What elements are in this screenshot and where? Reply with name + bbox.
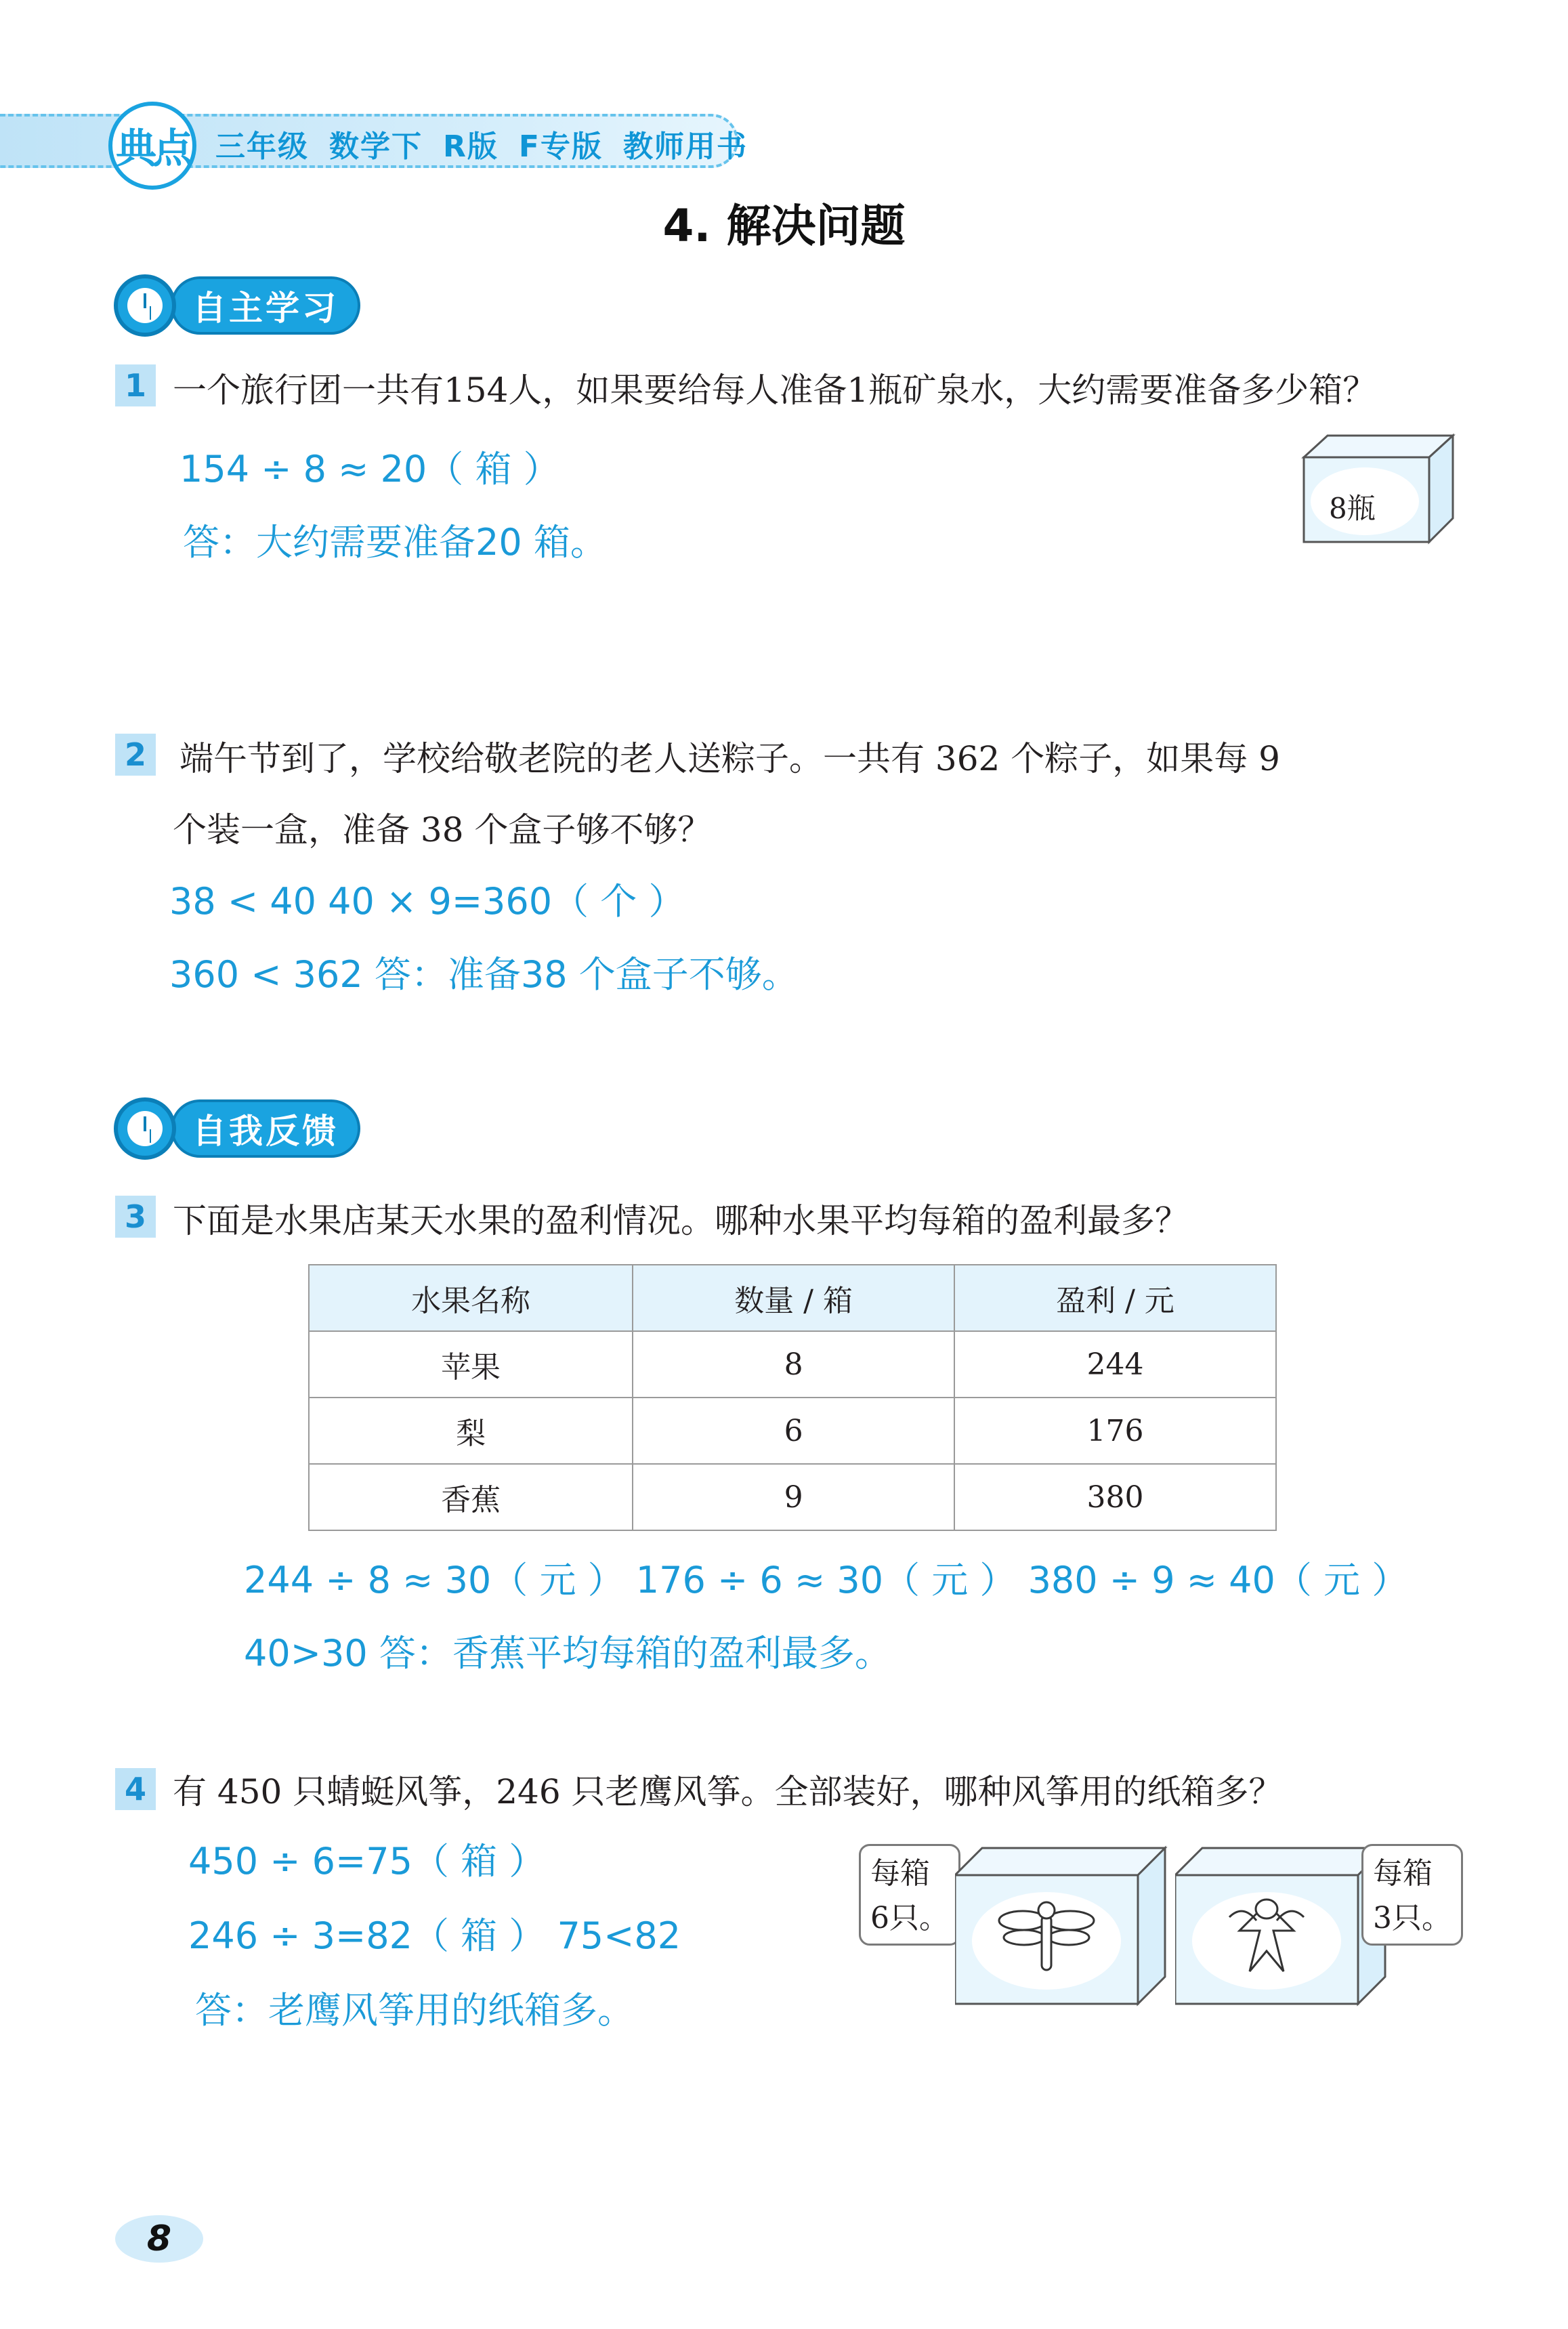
table-cell: 8 xyxy=(633,1331,954,1398)
question-number-3: 3 xyxy=(115,1196,156,1238)
table-cell: 苹果 xyxy=(309,1331,633,1398)
question-3-text: 下面是水果店某天水果的盈利情况。哪种水果平均每箱的盈利最多？ xyxy=(173,1201,1189,1240)
section-self-feedback-label: 自我反馈 xyxy=(171,1099,360,1158)
subject-label: 数学下 xyxy=(329,129,423,164)
page-number: 8 xyxy=(115,2215,203,2263)
page-title: 4. 解决问题 xyxy=(662,200,906,252)
question-number-2: 2 xyxy=(115,734,156,776)
dragonfly-kite-box xyxy=(955,1836,1172,2012)
brand-logo-text: 典点 xyxy=(116,125,189,173)
table-header-cell: 数量 / 箱 xyxy=(633,1265,954,1331)
special-edition-label: F专版 xyxy=(518,129,603,164)
eagle-kite-box xyxy=(1175,1836,1392,2012)
speech-bubble-right xyxy=(1361,1844,1463,1946)
answer-4-conclusion: 答：老鹰风筝用的纸箱多。 xyxy=(195,1989,634,2032)
section-self-feedback xyxy=(114,1097,360,1160)
bubble-left-line-2: 6只。 xyxy=(870,1901,949,1935)
brand-logo xyxy=(108,102,196,190)
answer-1-conclusion: 答：大约需要准备20 箱。 xyxy=(183,521,607,564)
table-header-cell: 盈利 / 元 xyxy=(954,1265,1276,1331)
alarm-clock-icon xyxy=(114,1097,176,1160)
alarm-clock-icon xyxy=(114,274,176,337)
book-info xyxy=(215,122,768,165)
question-number-4: 4 xyxy=(115,1768,156,1810)
question-2-text-line-1: 端午节到了，学校给敬老院的老人送粽子。一共有 362 个粽子，如果每 9 xyxy=(179,739,1280,778)
answer-3-conclusion: 40>30 答：香蕉平均每箱的盈利最多。 xyxy=(244,1632,891,1675)
question-1-text: 一个旅行团一共有154人，如果要给每人准备1瓶矿泉水，大约需要准备多少箱？ xyxy=(173,371,1377,410)
answer-4-calc-eagle: 246 ÷ 3=82（ 箱 ） 75<82 xyxy=(188,1914,681,1957)
water-box-illustration xyxy=(1297,430,1460,552)
edition-label: R版 xyxy=(443,129,499,164)
table-cell: 380 xyxy=(954,1464,1276,1530)
table-header-row xyxy=(309,1265,1276,1331)
table-cell: 176 xyxy=(954,1398,1276,1464)
table-row xyxy=(309,1464,1276,1530)
table-cell: 梨 xyxy=(309,1398,633,1464)
bubble-right-line-1: 每箱 xyxy=(1373,1856,1433,1891)
fruit-profit-table xyxy=(308,1264,1277,1531)
bubble-left-line-1: 每箱 xyxy=(870,1856,930,1891)
grade-label: 三年级 xyxy=(215,129,309,164)
table-header-cell: 水果名称 xyxy=(309,1265,633,1331)
speech-bubble-left xyxy=(859,1844,960,1946)
table-row xyxy=(309,1398,1276,1464)
table-row xyxy=(309,1331,1276,1398)
answer-4-calc-dragonfly: 450 ÷ 6=75（ 箱 ） xyxy=(188,1840,546,1883)
answer-1-calc: 154 ÷ 8 ≈ 20（ 箱 ） xyxy=(179,448,560,490)
table-cell: 6 xyxy=(633,1398,954,1464)
question-number-1: 1 xyxy=(115,364,156,406)
answer-2-calc: 38 < 40 40 × 9=360（ 个 ） xyxy=(169,880,685,923)
table-cell: 244 xyxy=(954,1331,1276,1398)
section-self-study-label: 自主学习 xyxy=(171,276,360,335)
bubble-right-line-2: 3只。 xyxy=(1373,1901,1452,1935)
answer-3-calc: 244 ÷ 8 ≈ 30（ 元 ） 176 ÷ 6 ≈ 30（ 元 ） 380 ÷ 9 ≈ 40（ 元 ） xyxy=(244,1559,1409,1601)
table-cell: 9 xyxy=(633,1464,954,1530)
table-cell: 香蕉 xyxy=(309,1464,633,1530)
box-label-8-bottles: 8瓶 xyxy=(1329,492,1376,525)
book-type-label: 教师用书 xyxy=(622,129,748,164)
question-4-text: 有 450 只蜻蜓风筝，246 只老鹰风筝。全部装好，哪种风筝用的纸箱多？ xyxy=(173,1772,1283,1811)
section-self-study xyxy=(114,274,360,337)
question-2-text-line-2: 个装一盒，准备 38 个盒子够不够？ xyxy=(173,810,712,849)
answer-2-conclusion: 360 < 362 答：准备38 个盒子不够。 xyxy=(169,953,799,996)
